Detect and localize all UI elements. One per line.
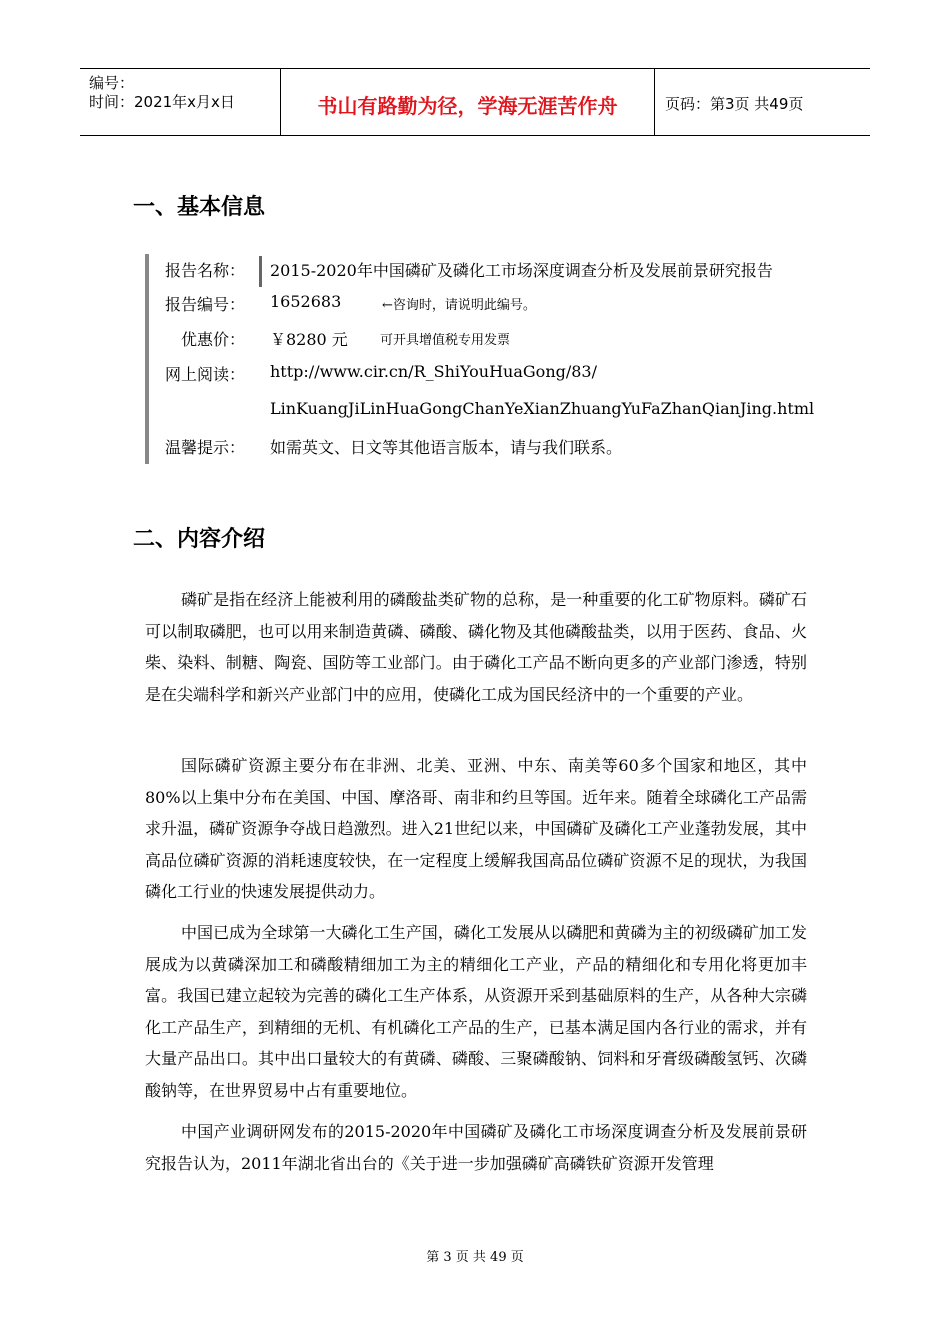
document-number-label: 编号： bbox=[89, 74, 135, 92]
paragraph-1: 磷矿是指在经济上能被利用的磷酸盐类矿物的总称，是一种重要的化工矿物原料。磷矿石可以制取磷肥，也可以用来制造黄磷、磷酸、磷化物及其他磷酸盐类，以用于医药、食品、火柴、染料、制糖、陶瓷、国防等工业部门。由于磷化工产品不断向更多的产业部门渗透，特别是在尖端科学和新兴产业部门中的应用，使磷化工成为国民经济中的一个重要的产业。 bbox=[145, 590, 807, 704]
report-code-value: 1652683 bbox=[270, 292, 342, 311]
header-meta bbox=[80, 69, 281, 135]
section-title-basic-info: 一、基本信息 bbox=[133, 195, 266, 220]
header-page-info: 页码：第3页 共49页 bbox=[665, 95, 804, 113]
report-name-label: 报告名称： bbox=[165, 261, 246, 280]
report-code-label: 报告编号： bbox=[165, 295, 246, 314]
tip-label: 温馨提示： bbox=[165, 438, 246, 457]
header-motto: 书山有路勤为径，学海无涯苦作舟 bbox=[281, 69, 655, 135]
paragraph-3: 中国已成为全球第一大磷化工生产国，磷化工发展从以磷肥和黄磷为主的初级磷矿加工发展成为以黄磷深加工和磷酸精细加工为主的精细化工产业，产品的精细化和专用化将更加丰富。我国已建立起较为完善的磷化工生产体系，从资源开采到基础原料的生产，从各种大宗磷化工产品生产，到精细的无机、有机磷化工产品的生产，已基本满足国内各行业的需求，并有大量产品出口。其中出口量较大的有黄磷、磷酸、三聚磷酸钠、饲料和牙膏级磷酸氢钙、次磷酸钠等，在世界贸易中占有重要地位。 bbox=[145, 923, 807, 1100]
online-read-link-line1[interactable]: http://www.cir.cn/R_ShiYouHuaGong/83/ bbox=[270, 362, 597, 381]
page-header bbox=[80, 68, 870, 136]
report-code-note: ←咨询时，请说明此编号。 bbox=[382, 298, 536, 313]
report-name-value: 2015-2020年中国磷矿及磷化工市场深度调查分析及发展前景研究报告 bbox=[270, 261, 773, 280]
price-value: ￥8280 元 bbox=[270, 330, 348, 349]
info-left-rule bbox=[145, 254, 149, 464]
page-footer: 第 3 页 共 49 页 bbox=[426, 1250, 524, 1265]
tip-value: 如需英文、日文等其他语言版本，请与我们联系。 bbox=[270, 438, 623, 457]
price-label: 优惠价： bbox=[181, 330, 246, 349]
title-rule bbox=[259, 256, 262, 287]
paragraph-2: 国际磷矿资源主要分布在非洲、北美、亚洲、中东、南美等60多个国家和地区，其中80%以上集中分布在美国、中国、摩洛哥、南非和约旦等国。近年来。随着全球磷化工产品需求升温，磷矿资源争夺战日趋激烈。进入21世纪以来，中国磷矿及磷化工产业蓬勃发展，其中高品位磷矿资源的消耗速度较快，在一定程度上缓解我国高品位磷矿资源不足的现状，为我国磷化工行业的快速发展提供动力。 bbox=[145, 756, 807, 901]
document-time: 时间：2021年x月x日 bbox=[89, 93, 235, 111]
section-title-content-intro: 二、内容介绍 bbox=[133, 527, 266, 552]
online-read-link-line2[interactable]: LinKuangJiLinHuaGongChanYeXianZhuangYuFaZhanQianJing.html bbox=[270, 399, 815, 418]
paragraph-4: 中国产业调研网发布的2015-2020年中国磷矿及磷化工市场深度调查分析及发展前景研究报告认为，2011年湖北省出台的《关于进一步加强磷矿高磷铁矿资源开发管理 bbox=[145, 1122, 807, 1173]
price-note: 可开具增值税专用发票 bbox=[380, 333, 511, 348]
online-read-label: 网上阅读： bbox=[165, 365, 246, 384]
